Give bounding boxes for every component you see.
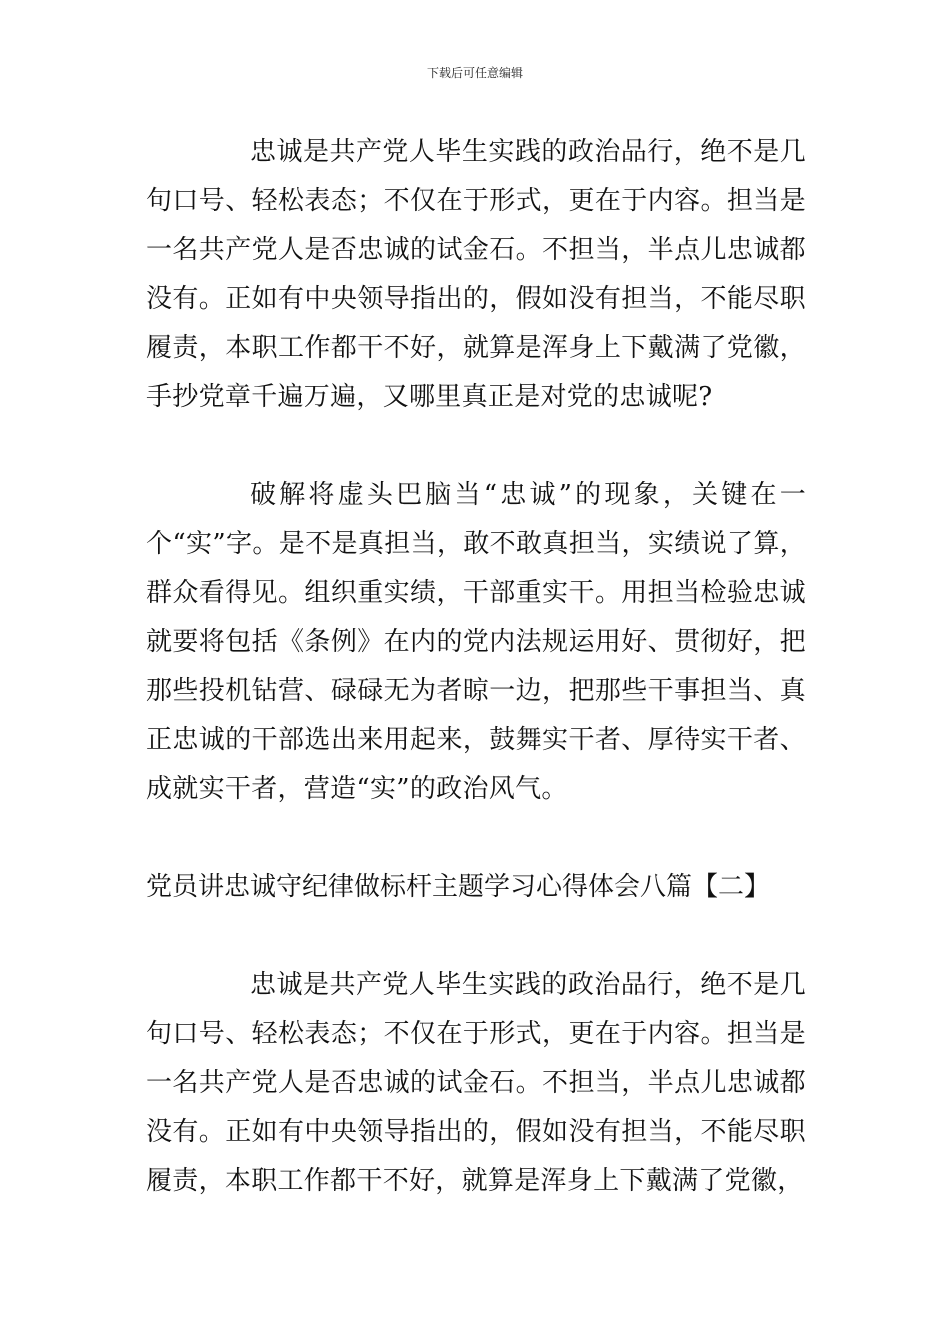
paragraph-2: 破解将虚头巴脑当“忠诚”的现象，关键在一个“实”字。是不是真担当，敢不敢真担当，实绩说了算，群众看得见。组织重实绩，干部重实干。用担当检验忠诚就要将包括《条例》在内的党内法规运用好、贯彻好，把那些投机钻营、碌碌无为者晾一边，把那些干事担当、真正忠诚的干部选出来用起来，鼓舞实干者、厚待实干者、成就实干者，营造“实”的政治风气。 [146, 480, 806, 804]
paragraph-3: 忠诚是共产党人毕生实践的政治品行，绝不是几句口号、轻松表态；不仅在于形式，更在于内容。担当是一名共产党人是否忠诚的试金石。不担当，半点儿忠诚都没有。正如有中央领导指出的，假如没有担当，不能尽职履责，本职工作都干不好，就算是浑身上下戴满了党徽， [146, 970, 806, 1196]
paragraph-gap [146, 912, 806, 961]
page-header-note: 下载后可任意编辑 [426, 66, 523, 80]
paragraph-gap [146, 422, 806, 471]
paragraph-1: 忠诚是共产党人毕生实践的政治品行，绝不是几句口号、轻松表态；不仅在于形式，更在于内容。担当是一名共产党人是否忠诚的试金石。不担当，半点儿忠诚都没有。正如有中央领导指出的，假如没有担当，不能尽职履责，本职工作都干不好，就算是浑身上下戴满了党徽，手抄党章千遍万遍，又哪里真正是对党的忠诚呢? [146, 137, 806, 412]
document-body [146, 128, 806, 1206]
section-heading: 党员讲忠诚守纪律做标杆主题学习心得体会八篇【二】 [146, 872, 771, 902]
paragraph-gap [146, 814, 806, 863]
